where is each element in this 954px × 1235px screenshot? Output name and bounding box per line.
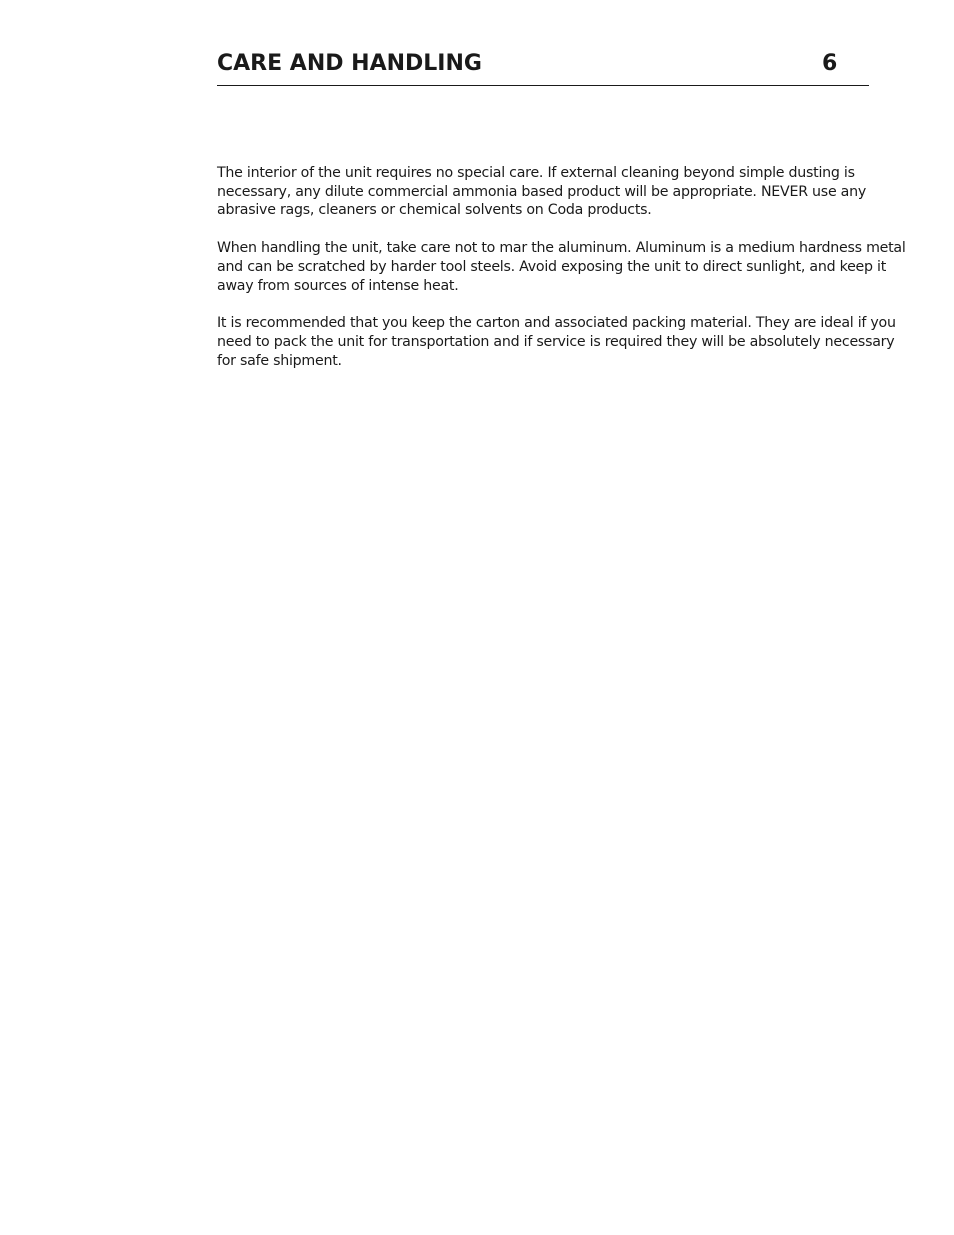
paragraph-handling: When handling the unit, take care not to mar the aluminum. Aluminum is a medium hardness metal and can be scratched by harder tool steels. Avoid exposing the unit to direct sunlight, and keep it away from sources of intense heat. [217, 240, 906, 294]
page-header [217, 50, 869, 86]
body-text [217, 164, 907, 389]
paragraph-care: The interior of the unit requires no special care. If external cleaning beyond simple dusting is necessary, any dilute commercial ammonia based product will be appropriate. NEVER use any abrasive rags, cleaners or chemical solvents on Coda products. [217, 165, 867, 219]
paragraph-packing: It is recommended that you keep the carton and associated packing material. They are ideal if you need to pack the unit for transportation and if service is required they will be absolutely necessary for safe shipment. [217, 315, 896, 369]
page-number: 6 [822, 51, 838, 76]
page-title: CARE AND HANDLING [217, 51, 482, 76]
